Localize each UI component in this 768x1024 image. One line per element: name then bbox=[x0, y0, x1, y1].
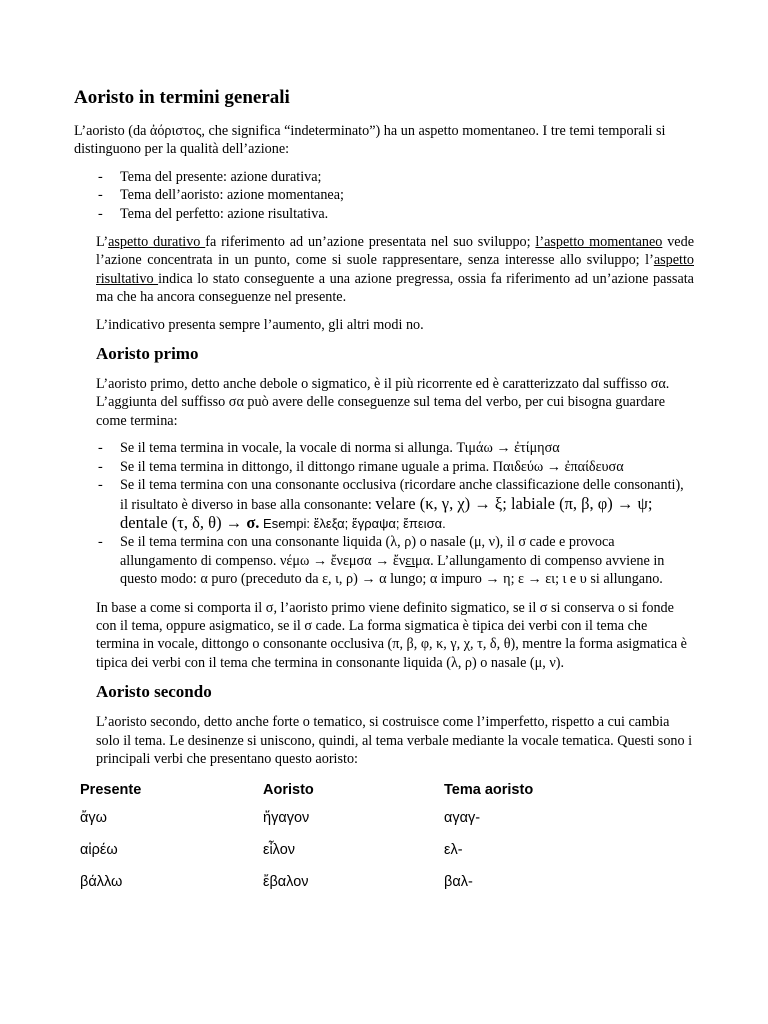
indicativo-paragraph: L’indicativo presenta sempre l’aumento, gli altri modi no. bbox=[96, 316, 424, 333]
table-cell: ἔβαλον bbox=[263, 874, 309, 891]
section-heading-aoristo-primo: Aoristo primo bbox=[96, 344, 199, 364]
column-header: Presente bbox=[80, 782, 142, 799]
examples: Esempi: ἔλεξα; ἔγραψα; ἔπεισα. bbox=[259, 515, 446, 531]
section-heading-aoristo-secondo: Aoristo secondo bbox=[96, 682, 212, 702]
table-cell: ἤγαγον bbox=[263, 810, 310, 827]
table-cell: αἱρέω bbox=[80, 842, 118, 859]
aoristo-primo-paragraph: L’aoristo primo, detto anche debole o sigmatico, è il più ricorrente ed è caratterizzato dal suffisso σα. L’aggiunta del suffisso σα può avere delle conseguenze sul tema del verbo, per cui bisogna guardare come termina: bbox=[96, 376, 670, 429]
intro-paragraph: L’aoristo (da ἀόριστος, che significa “indeterminato”) ha un aspetto momentaneo. I tre temi temporali si distinguono per la qualità dell’azione: bbox=[74, 123, 666, 158]
table-header-row bbox=[80, 782, 634, 810]
text-run: μα. L’allungamento di compenso avviene in questo modo: α puro (preceduto da ε, ι, ρ) → α lungo; α impuro → η; ε → ει; ι e υ si allungano. bbox=[120, 552, 665, 588]
list-item: - Se il tema termina in dittongo, il dittongo rimane uguale a prima. Παιδεύω → ἐπαίδευσα bbox=[96, 458, 694, 476]
consonant-rules: velare (κ, γ, χ) → ξ; labiale (π, β, φ) → ψ; dentale (τ, δ, θ) → bbox=[120, 493, 653, 532]
sigma-result: σ. bbox=[246, 512, 260, 532]
page-title: Aoristo in termini generali bbox=[74, 87, 290, 108]
table-cell: βάλλω bbox=[80, 874, 123, 891]
verbs-table bbox=[80, 782, 634, 906]
table-row bbox=[80, 810, 634, 842]
text-run: fa riferimento ad un’azione presentata nel suo sviluppo; bbox=[205, 234, 536, 251]
aoristo-primo-list bbox=[96, 439, 694, 588]
text-run: indica lo stato conseguente a una azione pregressa, ossia fa riferimento ad un’azione passata ma che ha ancora conseguenze nel presente. bbox=[96, 270, 694, 306]
text-run: Se il tema termina con una consonante occlusiva (ricordare anche classificazione delle consonanti), il risultato è diverso in base alla consonante: bbox=[120, 477, 684, 513]
table-cell: αγαγ- bbox=[444, 810, 481, 827]
table-cell: ελ- bbox=[444, 842, 463, 859]
text-run: L’ bbox=[96, 234, 109, 251]
underlined-term: l’aspetto momentaneo bbox=[535, 234, 663, 251]
list-item: - Tema dell’aoristo: azione momentanea; bbox=[96, 186, 694, 204]
list-item: - Tema del presente: azione durativa; bbox=[96, 168, 694, 186]
sigmatico-paragraph: In base a come si comporta il σ, l’aoristo primo viene definito sigmatico, se il σ si conserva o si fonde con il tema, oppure asigmatico, se il σ cade. La forma sigmatica è tipica dei verbi con il tema che termina in vocale, dittongo o consonante occlusiva (π, β, φ, κ, γ, χ, τ, δ, θ), mentre la forma asigmatica è tipica dei verbi con il tema che termina in consonante liquida (λ, ρ) o nasale (μ, ν). bbox=[96, 599, 687, 671]
tempi-list bbox=[96, 168, 694, 223]
list-item: - Tema del perfetto: azione risultativa. bbox=[96, 205, 694, 223]
table-row bbox=[80, 874, 634, 906]
list-item bbox=[96, 533, 694, 588]
table-cell: βαλ- bbox=[444, 874, 473, 891]
underlined-term: ει bbox=[405, 552, 416, 569]
aspetto-paragraph bbox=[96, 233, 694, 307]
underlined-term: aspetto risultativo bbox=[96, 252, 694, 287]
aoristo-secondo-paragraph: L’aoristo secondo, detto anche forte o tematico, si costruisce come l’imperfetto, rispetto a cui cambia solo il tema. Le desinenze si uniscono, quindi, al tema verbale mediante la vocale tematica. Questi sono i principali verbi che presentano questo aoristo: bbox=[96, 714, 693, 767]
table-cell: ἄγω bbox=[80, 810, 107, 827]
column-header: Aoristo bbox=[263, 782, 314, 799]
document-body bbox=[74, 86, 694, 906]
text-run: vede l’azione concentrata in un punto, come si suole rappresentare, senza interesse allo sviluppo; l’ bbox=[96, 234, 694, 269]
text-run: Se il tema termina con una consonante liquida (λ, ρ) o nasale (μ, ν), il σ cade e provoca allungamento di compenso. νέμω → ἔνεμσα → ἔν bbox=[120, 534, 615, 569]
list-item bbox=[96, 476, 694, 533]
underlined-term: aspetto durativo bbox=[108, 234, 206, 251]
column-header: Tema aoristo bbox=[444, 782, 534, 799]
list-item: - Se il tema termina in vocale, la vocale di norma si allunga. Τιμάω → ἐτίμησα bbox=[96, 439, 694, 457]
table-row bbox=[80, 842, 634, 874]
table-cell: εἷλον bbox=[263, 842, 296, 859]
